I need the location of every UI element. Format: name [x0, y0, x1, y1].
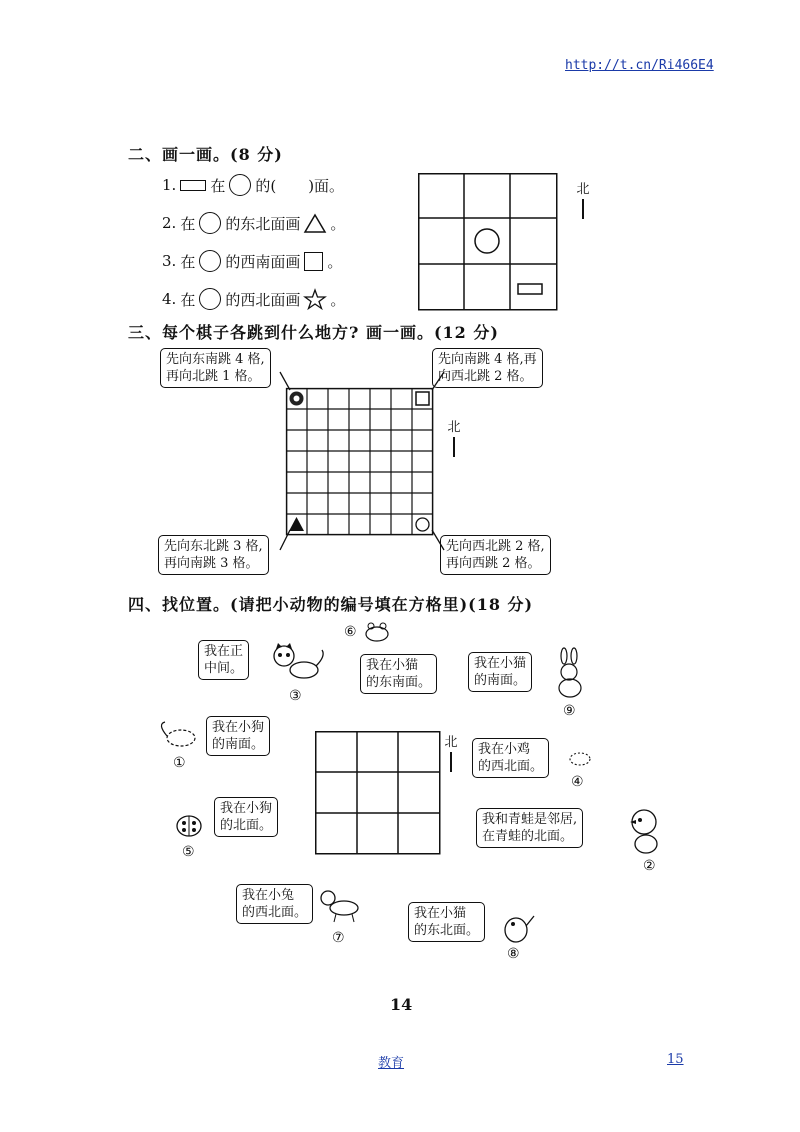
bubble-line: 先向东南跳 4 格,	[166, 352, 265, 367]
bubble-chick	[476, 808, 583, 848]
bubble-line: 再向南跳 3 格。	[164, 556, 259, 571]
section2-grid	[418, 173, 558, 311]
animal-number: ②	[643, 858, 656, 874]
section2-item-1	[162, 174, 344, 196]
footer-page-link[interactable]: 15	[667, 1052, 684, 1067]
north-label: 北	[447, 420, 461, 435]
bubble-line: 的西北面。	[242, 905, 308, 920]
rabbit-icon	[550, 650, 590, 700]
dog-icon	[316, 888, 366, 924]
cat-icon	[270, 642, 328, 682]
bubble-line: 我在小狗	[212, 720, 265, 735]
item-number: 1.	[162, 176, 177, 194]
item-number: 3.	[162, 252, 177, 270]
bubble-line: 先向东北跳 3 格,	[164, 539, 263, 554]
bubble-line: 我在小猫	[414, 906, 467, 921]
item-text: 的西南面画	[225, 252, 301, 271]
frog-icon	[362, 620, 392, 644]
section2-item-4	[162, 288, 345, 310]
item-number: 2.	[162, 214, 177, 232]
bubble-frog	[360, 654, 437, 694]
section3-title: 三、每个棋子各跳到什么地方? 画一画。(12 分)	[128, 323, 499, 342]
bubble-top-left	[160, 348, 271, 388]
bubble-line: 的东北面。	[414, 923, 480, 938]
bubble-line: 先向南跳 4 格,再	[438, 352, 537, 367]
animal-number: ⑧	[507, 946, 520, 962]
bubble-line: 的北面。	[220, 818, 273, 833]
bubble-line: 先向西北跳 2 格,	[446, 539, 545, 554]
item-text: )面。	[308, 176, 345, 195]
bubble-bottom-left	[158, 535, 269, 575]
chick-icon	[626, 806, 666, 858]
item-text: 在	[180, 252, 196, 271]
circle-icon	[229, 174, 251, 196]
circle-icon	[199, 250, 221, 272]
triangle-icon	[304, 213, 326, 233]
bubble-line: 再向北跳 1 格。	[166, 369, 261, 384]
bubble-line: 的东南面。	[366, 675, 432, 690]
north-arrow	[575, 178, 591, 219]
bubble-pointers	[276, 360, 476, 560]
bubble-line: 再向西跳 2 格。	[446, 556, 541, 571]
ladybug-icon	[172, 810, 206, 840]
animal-number: ⑨	[563, 703, 576, 719]
animal-number: ⑤	[182, 844, 195, 860]
bubble-bird8	[408, 902, 485, 942]
bubble-line: 的南面。	[474, 673, 527, 688]
bubble-line: 在青蛙的北面。	[482, 829, 574, 844]
item-text: 在	[180, 290, 196, 309]
rectangle-icon	[180, 180, 206, 191]
animal-number: ③	[289, 688, 302, 704]
north-arrow	[446, 416, 462, 457]
animal-number: ①	[173, 755, 186, 771]
squirrel-icon	[155, 720, 203, 750]
item-text: 的西北面画	[225, 290, 301, 309]
north-label: 北	[576, 182, 590, 197]
item-text: 。	[327, 252, 343, 271]
north-label: 北	[444, 735, 458, 750]
header-link[interactable]: http://t.cn/Ri466E4	[565, 58, 714, 73]
bubble-line: 向西北跳 2 格。	[438, 369, 533, 384]
bubble-line: 的南面。	[212, 737, 265, 752]
bubble-squirrel	[206, 716, 270, 756]
item-text: 。	[330, 214, 346, 233]
bubble-line: 的西北面。	[478, 759, 544, 774]
item-text: 在	[180, 214, 196, 233]
item-text: 。	[330, 290, 346, 309]
north-arrow	[443, 731, 459, 772]
item-text: 的东北面画	[225, 214, 301, 233]
square-icon	[304, 252, 323, 271]
item-text: 的(	[255, 176, 277, 195]
star-icon	[304, 289, 326, 309]
bubble-dog	[236, 884, 313, 924]
section4-grid	[315, 731, 441, 855]
bubble-cat	[198, 640, 249, 680]
footer-link[interactable]: 教育	[378, 1056, 405, 1071]
item-text: 在	[210, 176, 226, 195]
bubble-line: 我在小鸡	[478, 742, 531, 757]
item-number: 4.	[162, 290, 177, 308]
animal-number: ④	[571, 774, 584, 790]
circle-icon	[199, 288, 221, 310]
bubble-line: 我和青蛙是邻居,	[482, 812, 578, 827]
bubble-rabbit	[468, 652, 532, 692]
bubble-line: 我在小猫	[366, 658, 419, 673]
bird-icon	[496, 908, 536, 948]
animal-number: ⑥	[344, 624, 357, 640]
section2-item-2	[162, 212, 345, 234]
page-number: 14	[390, 995, 413, 1014]
section2-title: 二、画一画。(8 分)	[128, 145, 283, 164]
circle-icon	[199, 212, 221, 234]
bubble-bird4	[472, 738, 549, 778]
bird-icon	[564, 746, 594, 770]
bubble-line: 我在小猫	[474, 656, 527, 671]
animal-number: ⑦	[332, 930, 345, 946]
bubble-line: 我在小兔	[242, 888, 295, 903]
section4-title: 四、找位置。(请把小动物的编号填在方格里)(18 分)	[128, 595, 534, 614]
bubble-line: 中间。	[204, 661, 244, 676]
section2-item-3	[162, 250, 342, 272]
bubble-line: 我在小狗	[220, 801, 273, 816]
bubble-ladybug	[214, 797, 278, 837]
bubble-line: 我在正	[204, 644, 244, 659]
